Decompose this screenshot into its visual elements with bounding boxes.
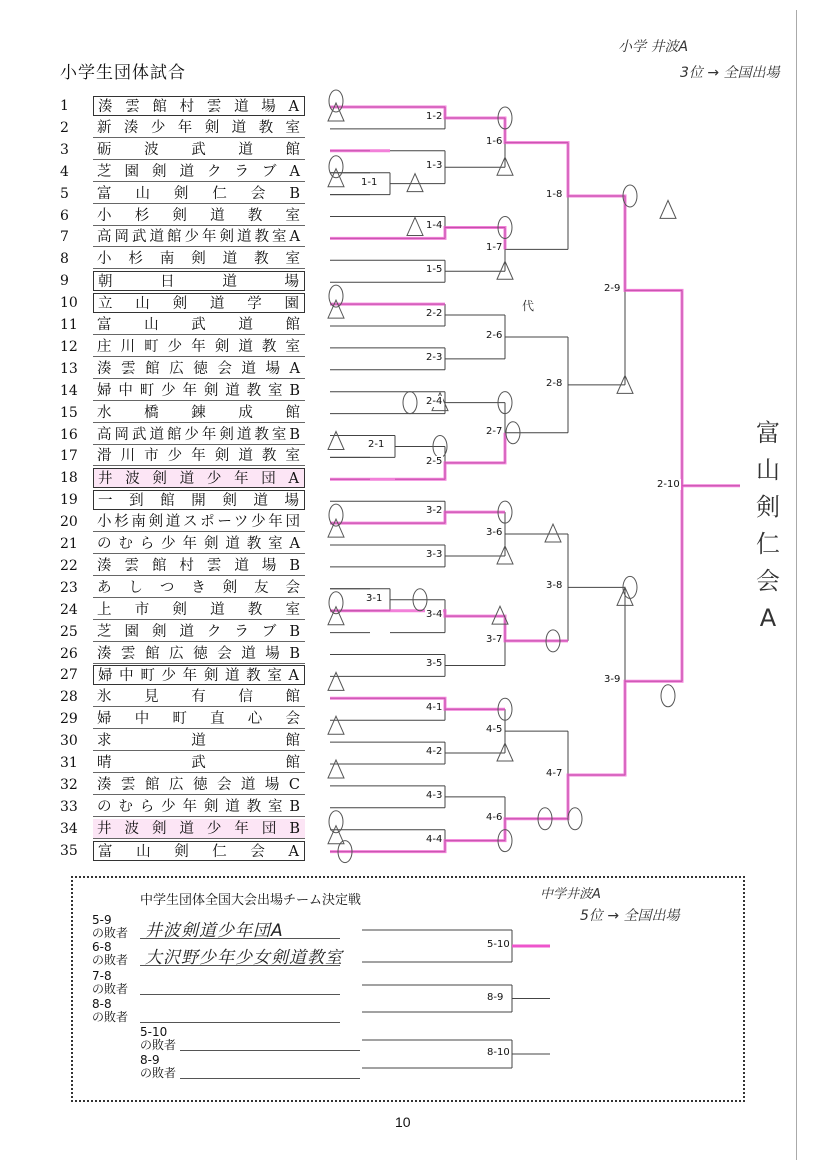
match-label: 2-3	[426, 351, 443, 363]
match-label: 1-4	[426, 220, 443, 232]
team-number: 33	[60, 798, 78, 815]
match-label: 3-2	[426, 505, 443, 517]
match-label: 4-2	[426, 746, 443, 758]
team-number: 21	[60, 536, 78, 552]
winner-note	[748, 415, 788, 637]
team-name: 求道館	[93, 731, 305, 751]
match-label: 1-3	[426, 160, 443, 172]
match-label: 4-6	[486, 811, 503, 823]
team-name: 芝園剣道クラブB	[93, 622, 305, 642]
team-number: 8	[60, 251, 69, 268]
team-name: のむら少年剣道教室A	[93, 534, 305, 554]
team-number: 13	[60, 360, 78, 377]
team-name: 立山剣道学園	[93, 293, 305, 313]
team-name: 婦中町少年剣道教室B	[93, 381, 305, 401]
team-name: あしつき剣友会	[93, 578, 305, 598]
team-name: 湊雲館広徳会道場C	[93, 775, 305, 795]
score-mark	[568, 808, 582, 830]
playoff-match-label: 8-10	[487, 1047, 510, 1058]
team-number: 14	[60, 382, 78, 399]
team-number: 2	[60, 119, 69, 136]
team-number: 3	[60, 141, 69, 158]
winner-note-char: A	[759, 604, 777, 632]
playoff-label: の敗者	[92, 1010, 129, 1024]
match-label: 3-1	[366, 592, 383, 604]
playoff-label: 8-9	[140, 1053, 160, 1067]
winner-path	[330, 512, 505, 523]
playoff-label: 7-8	[92, 969, 112, 983]
match-label: 3-3	[426, 548, 443, 560]
winner-note-char: 仁	[756, 530, 780, 558]
team-number: 32	[60, 776, 78, 793]
match-label: 2-1	[368, 439, 385, 451]
team-name: 井波剣道少年団A	[93, 468, 305, 488]
team-number: 34	[60, 820, 78, 837]
team-number: 4	[60, 163, 69, 180]
playoff-line	[180, 1078, 360, 1079]
playoff-label: の敗者	[140, 1038, 177, 1052]
bottom-note-line1: 中学井波A	[540, 887, 601, 902]
match-label: 1-5	[426, 264, 443, 276]
playoff-team: 大沢野少年少女剣道教室	[145, 948, 343, 968]
team-number: 5	[60, 185, 69, 202]
top-note-line1: 小学 井波A	[618, 39, 689, 55]
team-number: 12	[60, 338, 78, 355]
playoff-label: の敗者	[92, 926, 129, 940]
team-name: 庄川町少年剣道教室	[93, 337, 305, 357]
match-label: 3-7	[486, 633, 503, 645]
winner-path	[330, 433, 505, 480]
team-name: 上市剣道教室	[93, 600, 305, 620]
team-name: 砺波武道館	[93, 140, 305, 160]
playoff-label: の敗者	[92, 953, 129, 967]
score-mark	[407, 217, 423, 235]
team-number: 22	[60, 557, 78, 574]
team-number: 11	[60, 317, 78, 333]
team-name: 湊雲館村雲道場B	[93, 556, 305, 576]
team-name: 小杉剣道教室	[93, 206, 305, 226]
team-number: 19	[60, 492, 78, 509]
team-name: 芝園剣道クラブA	[93, 162, 305, 182]
team-name: 湊雲館広徳会道場B	[93, 644, 305, 664]
team-number: 10	[60, 295, 78, 312]
playoff-line	[180, 1050, 360, 1051]
match-label: 3-6	[486, 527, 503, 539]
team-name: 小杉南剣道教室	[93, 249, 305, 269]
playoff-match-label: 8-9	[487, 991, 504, 1003]
score-mark	[660, 200, 676, 218]
playoff-label: 8-8	[92, 997, 112, 1011]
score-mark	[329, 90, 343, 112]
team-name: 氷見有信館	[93, 687, 305, 707]
playoff-label: の敗者	[92, 982, 129, 996]
match-label: 2-9	[604, 283, 621, 295]
team-name: 湊雲館村雲道場A	[93, 96, 305, 116]
team-number: 25	[60, 623, 78, 640]
team-number: 9	[60, 273, 69, 290]
team-name: 婦中町直心会	[93, 709, 305, 729]
match-label: 2-2	[426, 308, 443, 320]
team-number: 15	[60, 404, 78, 421]
team-number: 16	[60, 426, 78, 443]
team-name: 朝日道場	[93, 271, 305, 291]
score-mark	[328, 672, 344, 690]
team-name: 富山剣仁会B	[93, 184, 305, 204]
winner-path	[330, 227, 505, 249]
match-label: 3-4	[426, 609, 443, 621]
team-number: 20	[60, 514, 78, 531]
playoff-title: 中学生団体全国大会出場チーム決定戦	[140, 893, 362, 908]
team-number: 17	[60, 448, 78, 465]
playoff-line	[140, 1022, 340, 1023]
team-name: 富山武道館	[93, 315, 305, 335]
team-number: 6	[60, 207, 69, 224]
winner-note-char: 会	[756, 567, 780, 595]
score-mark	[328, 432, 344, 450]
playoff-label: 5-10	[140, 1025, 168, 1039]
winner-note-char: 富	[756, 419, 780, 447]
team-name: 小杉南剣道スポーツ少年団	[93, 512, 305, 532]
playoff-match-label: 5-10	[487, 939, 510, 950]
bottom-note-line2: 5位 → 全国出場	[580, 908, 680, 924]
playoff-line	[140, 994, 340, 995]
team-name: 水橋錬成館	[93, 403, 305, 423]
team-name: 湊雲館広徳会道場A	[93, 359, 305, 379]
team-name: 晴武館	[93, 753, 305, 773]
playoff-label: 5-9	[92, 913, 112, 927]
team-name: 滑川市少年剣道教室	[93, 446, 305, 466]
winner-path	[330, 107, 740, 486]
team-name: 一到館開剣道場	[93, 490, 305, 510]
match-label: 4-3	[426, 789, 443, 801]
match-label: 3-9	[604, 674, 621, 686]
match-label: 2-5	[426, 455, 443, 467]
team-name: 婦中町少年剣道教室A	[93, 665, 305, 685]
match-label: 1-1	[361, 176, 378, 188]
playoff-label: の敗者	[140, 1066, 177, 1080]
team-number: 30	[60, 733, 78, 750]
match-label: 1-8	[546, 188, 563, 200]
winner-note-char: 山	[756, 456, 780, 484]
team-name: 富山剣仁会A	[93, 841, 305, 861]
match-label: 2-6	[486, 329, 503, 341]
match-label: 4-4	[426, 833, 443, 845]
score-mark	[328, 760, 344, 778]
winner-path	[330, 611, 568, 641]
score-mark	[328, 716, 344, 734]
score-mark	[545, 524, 561, 542]
page-title: 小学生団体試合	[60, 63, 186, 83]
substitute-note: 代	[522, 299, 535, 313]
team-number: 35	[60, 842, 78, 859]
team-number: 31	[60, 755, 78, 771]
score-mark	[403, 392, 417, 414]
page-number: 10	[395, 1114, 411, 1130]
team-number: 18	[60, 470, 78, 487]
match-label: 4-7	[546, 767, 563, 779]
team-number: 7	[60, 229, 69, 246]
match-label: 1-2	[426, 110, 443, 122]
match-label: 1-6	[486, 135, 503, 147]
match-label: 1-7	[486, 242, 503, 254]
winner-path	[330, 486, 682, 852]
match-label: 4-1	[426, 702, 443, 714]
match-label: 2-10	[657, 478, 680, 490]
team-name: 高岡武道館少年剣道教室B	[93, 425, 305, 445]
team-number: 26	[60, 645, 78, 662]
team-name: のむら少年剣道教室B	[93, 797, 305, 817]
playoff-label: 6-8	[92, 940, 112, 954]
score-mark	[661, 685, 675, 707]
match-label: 3-5	[426, 658, 443, 670]
team-name: 井波剣道少年団B	[93, 819, 305, 839]
top-note-line2: 3位 → 全国出場	[680, 65, 780, 81]
score-mark	[407, 174, 423, 192]
match-label: 4-5	[486, 724, 503, 736]
team-number: 28	[60, 689, 78, 706]
team-number: 23	[60, 579, 78, 596]
match-label: 2-8	[546, 377, 563, 389]
team-number: 29	[60, 711, 78, 728]
winner-path	[330, 698, 505, 709]
team-name: 新湊少年剣道教室	[93, 118, 305, 138]
score-mark	[329, 156, 343, 178]
match-label: 2-4	[426, 395, 443, 407]
team-number: 27	[60, 667, 78, 684]
team-number: 24	[60, 601, 78, 618]
team-number: 1	[60, 98, 69, 114]
team-name: 高岡武道館少年剣道教室A	[93, 227, 305, 247]
playoff-team: 井波剣道少年団A	[145, 921, 284, 941]
match-label: 3-8	[546, 580, 563, 592]
winner-note-char: 剣	[756, 493, 780, 521]
match-label: 2-7	[486, 425, 503, 437]
